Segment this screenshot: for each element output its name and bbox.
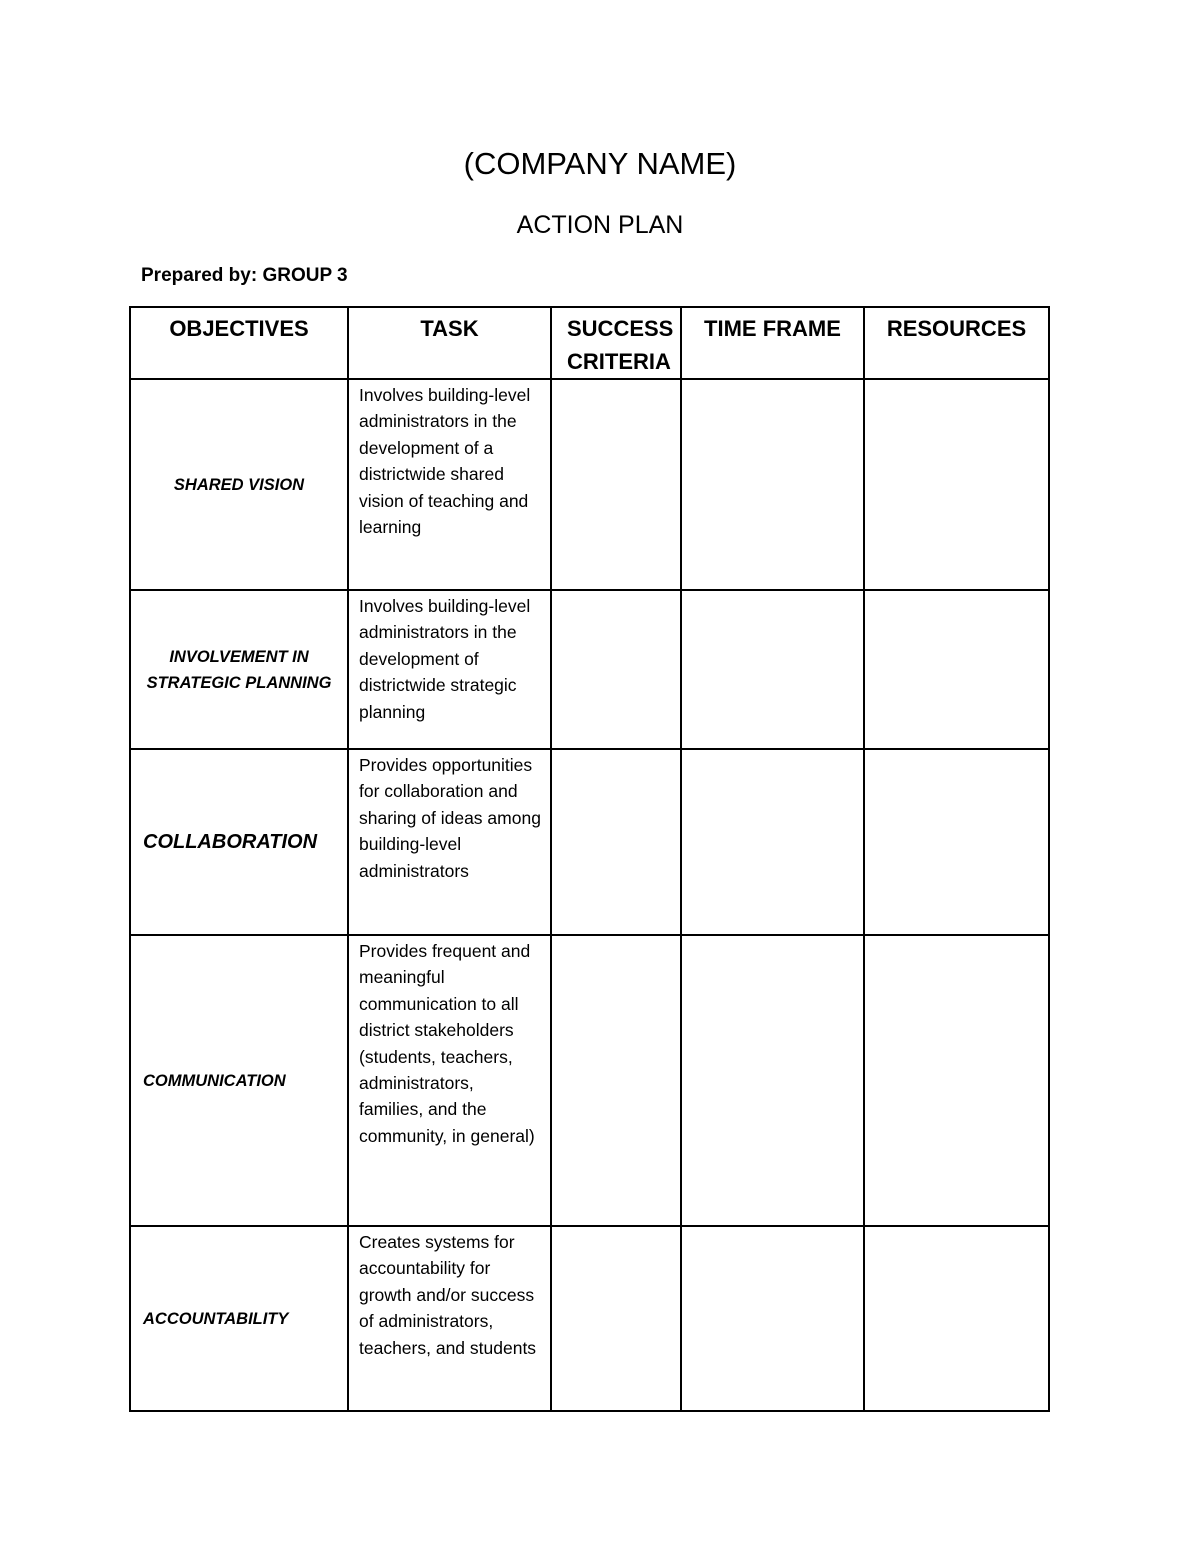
company-name: (COMPANY NAME) bbox=[463, 146, 737, 181]
objective-cell: COMMUNICATION bbox=[130, 935, 348, 1226]
table-row bbox=[130, 749, 1049, 935]
document-title: ACTION PLAN bbox=[516, 211, 684, 239]
task-cell: Involves building-level administrators in the development of a districtwide shared vision of teaching and learning bbox=[348, 379, 551, 590]
table-row bbox=[130, 935, 1049, 1226]
column-header-resources: RESOURCES bbox=[864, 307, 1049, 379]
resources-cell[interactable] bbox=[864, 379, 1049, 590]
resources-cell[interactable] bbox=[864, 590, 1049, 749]
time-frame-cell[interactable] bbox=[681, 935, 864, 1226]
column-header-task: TASK bbox=[348, 307, 551, 379]
table-row bbox=[130, 1226, 1049, 1411]
prepared-by bbox=[141, 263, 348, 289]
objective-cell: SHARED VISION bbox=[130, 379, 348, 590]
task-cell: Creates systems for accountability for growth and/or success of administrators, teachers, and students bbox=[348, 1226, 551, 1411]
task-cell: Provides opportunities for collaboration and sharing of ideas among building-level administrators bbox=[348, 749, 551, 935]
success-criteria-cell[interactable] bbox=[551, 379, 681, 590]
task-cell: Involves building-level administrators in the development of districtwide strategic planning bbox=[348, 590, 551, 749]
success-criteria-cell[interactable] bbox=[551, 1226, 681, 1411]
column-header-success-criteria: SUCCESS CRITERIA bbox=[551, 307, 681, 379]
success-criteria-cell[interactable] bbox=[551, 749, 681, 935]
column-header-time-frame: TIME FRAME bbox=[681, 307, 864, 379]
objective-cell: INVOLVEMENT IN STRATEGIC PLANNING bbox=[130, 590, 348, 749]
prepared-by-label: Prepared by: bbox=[141, 265, 258, 286]
time-frame-cell[interactable] bbox=[681, 379, 864, 590]
table-header-row bbox=[130, 307, 1049, 379]
success-criteria-cell[interactable] bbox=[551, 590, 681, 749]
resources-cell[interactable] bbox=[864, 1226, 1049, 1411]
table-row bbox=[130, 379, 1049, 590]
time-frame-cell[interactable] bbox=[681, 590, 864, 749]
column-header-objectives: OBJECTIVES bbox=[130, 307, 348, 379]
action-plan-table bbox=[129, 306, 1050, 1412]
time-frame-cell[interactable] bbox=[681, 1226, 864, 1411]
success-criteria-cell[interactable] bbox=[551, 935, 681, 1226]
task-cell: Provides frequent and meaningful communication to all district stakeholders (students, teachers, administrators, families, and the community, in general) bbox=[348, 935, 551, 1226]
time-frame-cell[interactable] bbox=[681, 749, 864, 935]
objective-cell: ACCOUNTABILITY bbox=[130, 1226, 348, 1411]
prepared-by-value: GROUP 3 bbox=[262, 265, 348, 286]
resources-cell[interactable] bbox=[864, 749, 1049, 935]
resources-cell[interactable] bbox=[864, 935, 1049, 1226]
objective-cell: COLLABORATION bbox=[130, 749, 348, 935]
table-row bbox=[130, 590, 1049, 749]
